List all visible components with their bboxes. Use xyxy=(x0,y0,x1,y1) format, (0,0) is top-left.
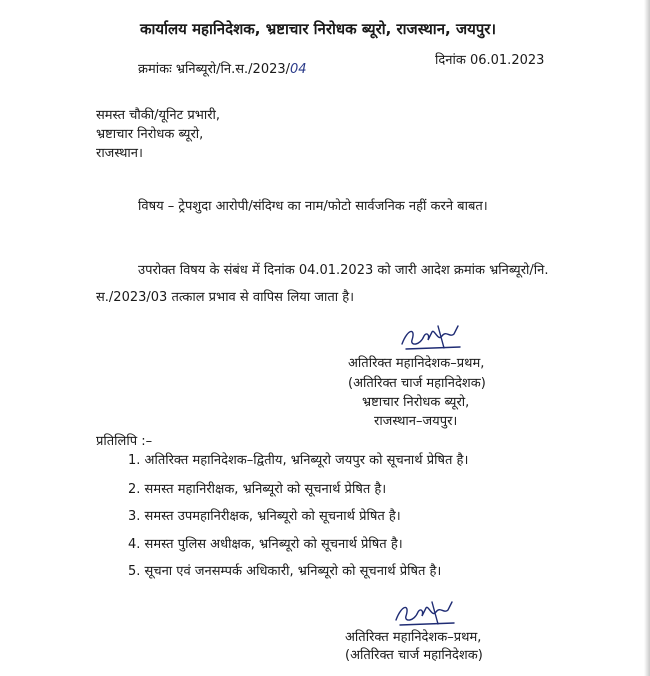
copy-list-item: 1. अतिरिक्त महानिदेशक–द्वितीय, भ्रनिब्यूरो जयपुर को सूचनार्थ प्रेषित है। xyxy=(128,453,469,468)
body-line: स./2023/03 तत्काल प्रभाव से वापिस लिया जाता है। xyxy=(96,290,355,305)
signature-2 xyxy=(392,598,462,630)
copy-list-item: 2. समस्त महानिरीक्षक, भ्रनिब्यूरो को सूचनार्थ प्रेषित है। xyxy=(128,482,387,497)
page-edge-shadow xyxy=(644,0,650,676)
copy-heading: प्रतिलिपि :– xyxy=(96,434,153,449)
copy-list-item: 5. सूचना एवं जनसम्पर्क अधिकारी, भ्रनिब्यूरो को सूचनार्थ प्रेषित है। xyxy=(128,564,442,579)
reference-number xyxy=(138,62,307,78)
copy-list-item: 4. समस्त पुलिस अधीक्षक, भ्रनिब्यूरो को सूचनार्थ प्रेषित है। xyxy=(128,537,403,552)
letter-date: दिनांक 06.01.2023 xyxy=(435,53,545,68)
signatory-line: भ्रष्टाचार निरोधक ब्यूरो, xyxy=(362,395,470,410)
signatory-line: अतिरिक्त महानिदेशक–प्रथम, xyxy=(348,356,485,371)
office-title: कार्यालय महानिदेशक, भ्रष्टाचार निरोधक ब्यूरो, राजस्थान, जयपुर। xyxy=(140,20,497,38)
copy-list-item: 3. समस्त उपमहानिरीक्षक, भ्रनिब्यूरो को सूचनार्थ प्रेषित है। xyxy=(128,509,401,524)
body-line: उपरोक्त विषय के संबंध में दिनांक 04.01.2023 को जारी आदेश क्रमांक भ्रनिब्यूरो/नि. xyxy=(138,263,549,278)
handwritten-number: 04 xyxy=(290,62,307,77)
addressee-line: राजस्थान। xyxy=(96,146,143,161)
signatory-line: राजस्थान–जयपुर। xyxy=(374,414,458,429)
addressee-line: समस्त चौकी/यूनिट प्रभारी, xyxy=(96,108,221,123)
signatory-line: (अतिरिक्त चार्ज महानिदेशक) xyxy=(348,376,486,391)
reference-prefix: क्रमांकः भ्रनिब्यूरो/नि.स./2023/ xyxy=(138,62,291,77)
addressee-line: भ्रष्टाचार निरोधक ब्यूरो, xyxy=(96,127,204,142)
signatory-line: अतिरिक्त महानिदेशक–प्रथम, xyxy=(345,630,482,645)
signature-1 xyxy=(398,322,468,354)
subject-line: विषय – ट्रेपशुदा आरोपी/संदिग्ध का नाम/फोटो सार्वजनिक नहीं करने बाबत। xyxy=(138,199,488,214)
signatory-line: (अतिरिक्त चार्ज महानिदेशक) xyxy=(345,648,483,663)
